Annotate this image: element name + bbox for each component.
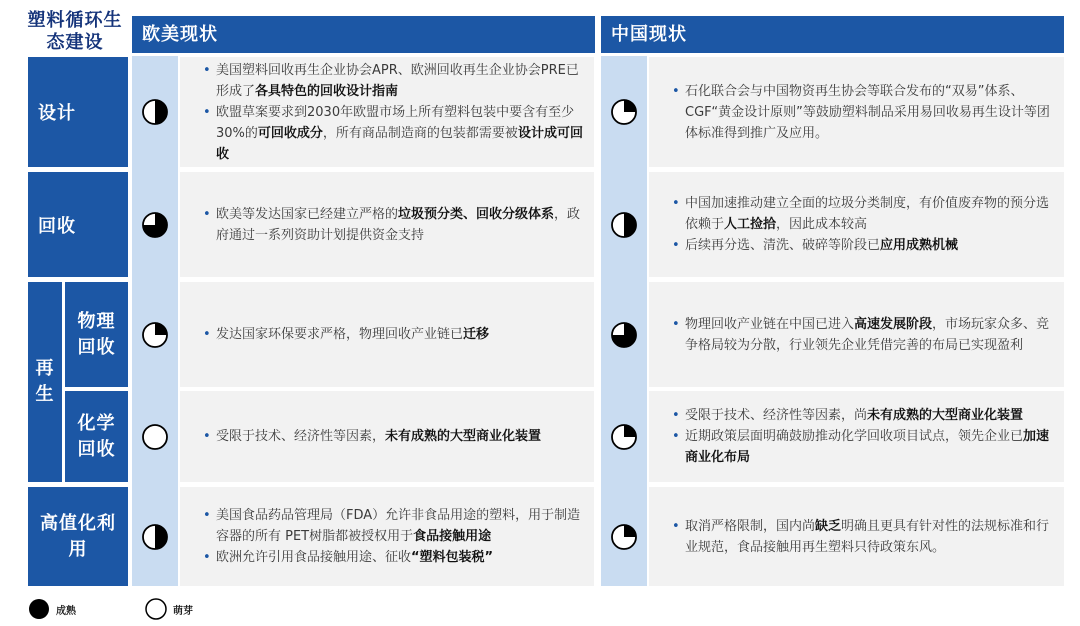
text-run: ，市场玩家众多、竞争格局较为分散，行业领先企业凭借完善的布局已实现盈利 bbox=[685, 316, 1050, 353]
bullet-item bbox=[216, 204, 586, 246]
text-run: 美国食品药品管理局（FDA）允许非食品用途的塑料，用于制造容器的所有 PET树脂都被授权用于 bbox=[216, 508, 581, 544]
west-recycle-maturity bbox=[132, 172, 178, 277]
text-run: ，所有商品制造商的包装都需要被 bbox=[322, 125, 518, 141]
west-recycle-bullets bbox=[180, 204, 594, 246]
china-physical-bullets bbox=[649, 314, 1064, 356]
row-label-recycle: 回收 bbox=[28, 172, 128, 277]
china-recycle-bullets bbox=[649, 193, 1064, 256]
row-label-design: 设计 bbox=[28, 57, 128, 167]
china-design-harvey-ball-icon bbox=[610, 98, 638, 126]
bold-phrase: 垃圾预分类、回收分级体系 bbox=[398, 206, 555, 222]
bullet-item bbox=[685, 405, 1056, 426]
west-chemical-maturity bbox=[132, 391, 178, 482]
china-design-cell bbox=[649, 57, 1064, 167]
west-physical-cell bbox=[180, 282, 594, 387]
header-china: 中国现状 bbox=[601, 16, 1064, 53]
text-run: 取消严格限制，国内尚 bbox=[685, 518, 816, 534]
china-design-bullets bbox=[649, 81, 1064, 144]
text-run: 后续再分选、清洗、破碎等阶段已 bbox=[685, 238, 881, 253]
china-recycle-harvey-ball-icon bbox=[610, 211, 638, 239]
west-chemical-cell bbox=[180, 391, 594, 482]
china-physical-harvey-ball-icon bbox=[610, 321, 638, 349]
row-label-physical: 物理回收 bbox=[65, 282, 128, 387]
bullet-item bbox=[216, 426, 541, 447]
bullet-item bbox=[216, 505, 586, 547]
text-run: ，政府通过一系列资助计划提供资金支持 bbox=[216, 206, 581, 243]
west-chemical-bullets bbox=[180, 426, 549, 447]
west-highvalue-harvey-ball-icon bbox=[141, 523, 169, 551]
bold-phrase: 未有成熟的大型商业化装置 bbox=[867, 408, 1024, 423]
text-run: ，因此成本较高 bbox=[776, 217, 868, 232]
text-run: 受限于技术、经济性等因素， bbox=[216, 429, 386, 444]
bullet-item bbox=[685, 314, 1056, 356]
text-run: 近期政策层面明确鼓励推动化学回收项目试点，领先企业已 bbox=[685, 429, 1024, 444]
legend-sprout bbox=[145, 598, 193, 620]
west-design-cell bbox=[180, 57, 594, 167]
text-run: 明确且更具有针对性的法规标准和行业规范，食品接触用再生塑料只待政策东风。 bbox=[685, 518, 1050, 555]
text-run: 发达国家环保要求严格，物理回收产业链已 bbox=[216, 327, 464, 342]
china-design-maturity bbox=[601, 57, 647, 167]
west-physical-harvey-ball-icon bbox=[141, 321, 169, 349]
china-recycle-cell bbox=[649, 172, 1064, 277]
text-run: 欧洲允许引用食品接触用途、征收 bbox=[216, 550, 412, 565]
china-highvalue-cell bbox=[649, 487, 1064, 586]
text-run: 欧美等发达国家已经建立严格的 bbox=[216, 206, 399, 222]
legend-sprout-label: 萌芽 bbox=[173, 605, 193, 617]
text-run: 石化联合会与中国物资再生协会等联合发布的“双易”体系、CGF“黄金设计原则”等鼓励塑料制品采用易回收易再生设计等团体标准得到推广及应用。 bbox=[685, 83, 1050, 141]
bold-phrase: 设计成可回收 bbox=[216, 125, 583, 162]
west-design-harvey-ball-icon bbox=[141, 98, 169, 126]
china-highvalue-maturity bbox=[601, 487, 647, 586]
west-highvalue-maturity bbox=[132, 487, 178, 586]
west-recycle-cell bbox=[180, 172, 594, 277]
bold-phrase: “塑料包装税” bbox=[411, 550, 494, 565]
text-run: 受限于技术、经济性等因素，尚 bbox=[685, 408, 868, 423]
bold-phrase: 各具特色的回收设计指南 bbox=[255, 83, 399, 99]
bold-phrase: 人工捡拾 bbox=[724, 217, 777, 232]
bold-phrase: 食品接触用途 bbox=[413, 529, 492, 544]
bold-phrase: 可回收成分 bbox=[257, 125, 323, 141]
china-chemical-bullets bbox=[649, 405, 1064, 468]
west-physical-maturity bbox=[132, 282, 178, 387]
row-label-highvalue: 高值化利用 bbox=[28, 487, 128, 586]
header-west: 欧美现状 bbox=[132, 16, 595, 53]
china-physical-maturity bbox=[601, 282, 647, 387]
china-physical-cell bbox=[649, 282, 1064, 387]
bold-phrase: 加速商业化布局 bbox=[685, 429, 1050, 465]
china-recycle-maturity bbox=[601, 172, 647, 277]
bullet-item bbox=[685, 516, 1056, 558]
west-highvalue-bullets bbox=[180, 505, 594, 568]
full-circle-icon bbox=[28, 598, 50, 620]
west-highvalue-cell bbox=[180, 487, 594, 586]
bullet-item bbox=[685, 81, 1056, 144]
text-run: 物理回收产业链在中国已进入 bbox=[685, 316, 855, 332]
row-label-chemical: 化学回收 bbox=[65, 391, 128, 482]
empty-circle-icon bbox=[145, 598, 167, 620]
text-run: 欧盟草案要求到2030年欧盟市场上所有塑料包装中要含有至少30%的 bbox=[216, 104, 575, 141]
bold-phrase: 应用成熟机械 bbox=[880, 238, 959, 253]
china-chemical-harvey-ball-icon bbox=[610, 423, 638, 451]
china-chemical-cell bbox=[649, 391, 1064, 482]
bullet-item bbox=[216, 102, 586, 165]
bold-phrase: 迁移 bbox=[463, 327, 490, 342]
china-highvalue-harvey-ball-icon bbox=[610, 523, 638, 551]
row-label-regen: 再生 bbox=[28, 282, 62, 482]
legend-mature bbox=[28, 598, 76, 620]
bullet-item bbox=[216, 60, 586, 102]
legend-mature-label: 成熟 bbox=[56, 605, 76, 617]
bold-phrase: 高速发展阶段 bbox=[854, 316, 933, 332]
text-run: 美国塑料回收再生企业协会APR、欧洲回收再生企业协会PRE已形成了 bbox=[216, 62, 579, 99]
west-design-maturity bbox=[132, 57, 178, 167]
bullet-item bbox=[685, 426, 1056, 468]
west-chemical-harvey-ball-icon bbox=[141, 423, 169, 451]
west-design-bullets bbox=[180, 60, 594, 165]
china-highvalue-bullets bbox=[649, 516, 1064, 558]
bold-phrase: 缺乏 bbox=[815, 518, 842, 534]
bullet-item bbox=[216, 547, 586, 568]
china-chemical-maturity bbox=[601, 391, 647, 482]
text-run: 中国加速推动建立全面的垃圾分类制度，有价值废弃物的预分选依赖于 bbox=[685, 196, 1050, 232]
bullet-item bbox=[685, 235, 1056, 256]
bullet-item bbox=[216, 324, 489, 345]
west-physical-bullets bbox=[180, 324, 497, 345]
bullet-item bbox=[685, 193, 1056, 235]
west-recycle-harvey-ball-icon bbox=[141, 211, 169, 239]
bold-phrase: 未有成熟的大型商业化装置 bbox=[385, 429, 542, 444]
corner-title: 塑料循环生态建设 bbox=[27, 10, 123, 53]
